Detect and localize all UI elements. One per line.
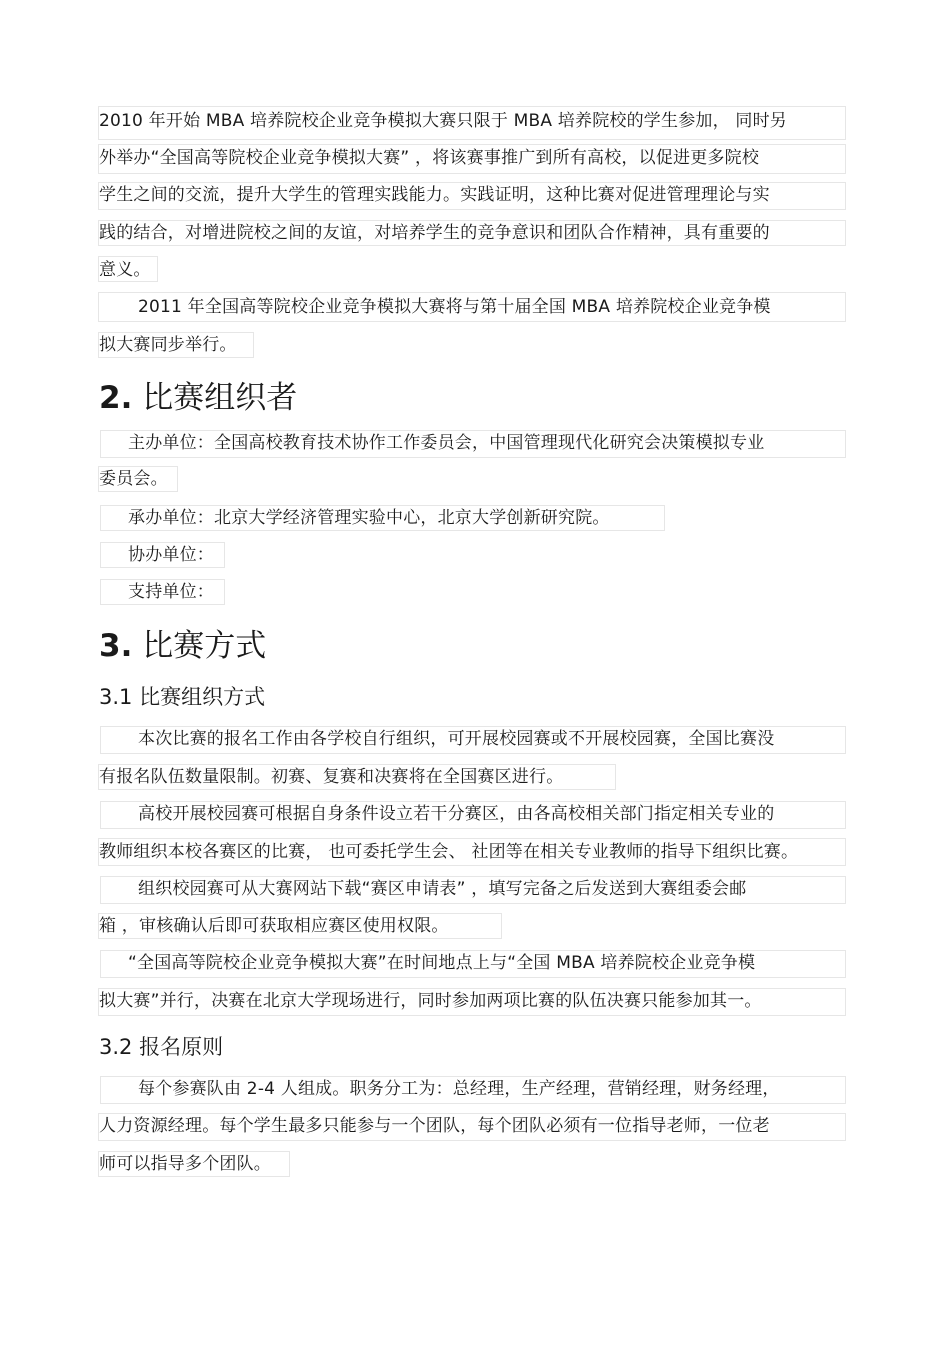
intro-p2-line-1: 2011 年全国高等院校企业竞争模拟大赛将与第十届全国 MBA 培养院校企业竞争模 — [138, 297, 771, 317]
section-3-number: 3. — [99, 628, 133, 664]
s32-p1-line-1: 每个参赛队由 2-4 人组成。职务分工为：总经理，生产经理，营销经理，财务经理， — [138, 1079, 780, 1099]
s31-p3-line-1: 组织校园赛可从大赛网站下载“赛区申请表” ，填写完备之后发送到大赛组委会邮 — [138, 879, 747, 899]
co-organizer-line: 协办单位： — [128, 545, 214, 565]
host-line-1: 主办单位：全国高校教育技术协作工作委员会，中国管理现代化研究会决策模拟专业 — [128, 433, 765, 453]
intro-line-3: 学生之间的交流，提升大学生的管理实践能力。实践证明，这种比赛对促进管理理论与实 — [99, 185, 770, 205]
intro-p2-line-2: 拟大赛同步举行。 — [99, 335, 237, 355]
organizer-line: 承办单位：北京大学经济管理实验中心，北京大学创新研究院。 — [128, 508, 610, 528]
s31-p3-line-2: 箱 ，审核确认后即可获取相应赛区使用权限。 — [99, 916, 449, 936]
intro-line-4: 践的结合，对增进院校之间的友谊，对培养学生的竞争意识和团队合作精神，具有重要的 — [99, 223, 770, 243]
s31-p1-line-1: 本次比赛的报名工作由各学校自行组织，可开展校园赛或不开展校园赛，全国比赛没 — [138, 729, 775, 749]
s32-p1-line-2: 人力资源经理。每个学生最多只能参与一个团队，每个团队必须有一位指导老师，一位老 — [99, 1116, 770, 1136]
intro-line-5: 意义。 — [99, 260, 151, 280]
subsection-3-2-title: 3.2 报名原则 — [99, 1035, 224, 1059]
subsection-3-1-title: 3.1 比赛组织方式 — [99, 685, 266, 709]
s31-p4-line-1: “全国高等院校企业竞争模拟大赛”在时间地点上与“全国 MBA 培养院校企业竞争模 — [128, 953, 756, 973]
s31-p2-line-2: 教师组织本校各赛区的比赛， 也可委托学生会、 社团等在相关专业教师的指导下组织比赛。 — [99, 842, 799, 862]
section-2-heading — [99, 378, 297, 418]
s32-p1-line-3: 师可以指导多个团队。 — [99, 1154, 271, 1174]
s31-p1-line-2: 有报名队伍数量限制。初赛、复赛和决赛将在全国赛区进行。 — [99, 767, 564, 787]
s31-p2-line-1: 高校开展校园赛可根据自身条件设立若干分赛区，由各高校相关部门指定相关专业的 — [138, 804, 775, 824]
supporter-line: 支持单位： — [128, 582, 214, 602]
intro-line-1: 2010 年开始 MBA 培养院校企业竞争模拟大赛只限于 MBA 培养院校的学生参加， 同时另 — [99, 111, 788, 131]
section-3-title: 比赛方式 — [142, 628, 267, 664]
section-2-number: 2. — [99, 380, 133, 416]
intro-line-2: 外举办“全国高等院校企业竞争模拟大赛” ，将该赛事推广到所有高校，以促进更多院校 — [99, 148, 760, 168]
section-3-heading — [99, 626, 266, 666]
s31-p4-line-2: 拟大赛”并行，决赛在北京大学现场进行，同时参加两项比赛的队伍决赛只能参加其一。 — [99, 991, 762, 1011]
section-2-title: 比赛组织者 — [142, 380, 298, 416]
host-line-2: 委员会。 — [99, 469, 168, 489]
